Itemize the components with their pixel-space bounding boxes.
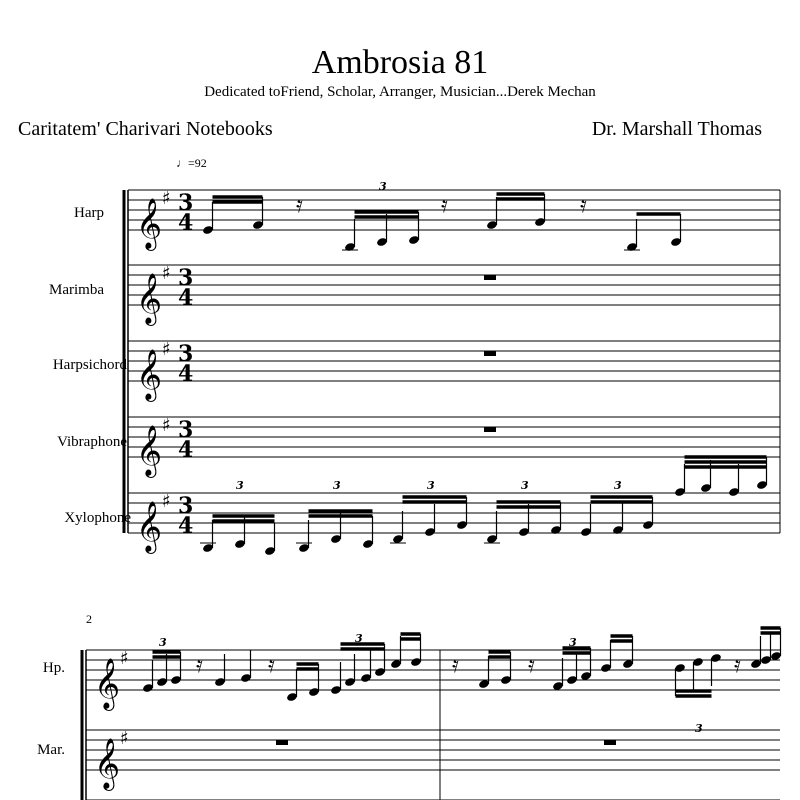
instrument-label-harp: Harp (74, 205, 104, 221)
key-signature-sharp-icon: ♯ (120, 648, 129, 669)
key-signature-sharp-icon: ♯ (162, 415, 171, 436)
tuplet-number: 3 (355, 632, 363, 645)
instrument-label-marimba: Marimba (49, 282, 104, 298)
tuplet-number: 3 (333, 479, 341, 492)
time-sig-numerator: 3 (178, 417, 194, 443)
time-sig-denominator: 4 (178, 513, 194, 539)
instrument-label-xylophone: Xylophone (64, 510, 131, 526)
sixteenth-rest-icon: 𝄿 (452, 653, 459, 678)
time-sig-numerator: 3 (178, 493, 194, 519)
key-signature-sharp-icon: ♯ (120, 728, 129, 749)
instrument-label-hp: Hp. (42, 660, 65, 676)
time-sig-numerator: 3 (178, 265, 194, 291)
whole-rest-icon (276, 740, 288, 745)
key-signature-sharp-icon: ♯ (162, 491, 171, 512)
treble-clef-icon: 𝄞 (136, 273, 163, 324)
dedication-subtitle: Dedicated toFriend, Scholar, Arranger, Musician...Derek Mechan (204, 84, 596, 100)
treble-clef-icon: 𝄞 (136, 501, 163, 552)
time-sig-denominator: 4 (178, 285, 194, 311)
tuplet-number: 3 (521, 479, 529, 492)
measure-number: 2 (86, 612, 92, 626)
time-sig-numerator: 3 (178, 341, 194, 367)
instrument-label-harpsichord: Harpsichord (52, 357, 127, 373)
tempo-value: =92 (188, 156, 207, 170)
treble-clef-icon: 𝄞 (94, 658, 121, 709)
tuplet-number: 3 (614, 479, 622, 492)
treble-clef-icon: 𝄞 (136, 425, 163, 476)
treble-clef-icon: 𝄞 (94, 738, 121, 789)
composer-name: Dr. Marshall Thomas (591, 118, 762, 140)
tuplet-number: 3 (427, 479, 435, 492)
key-signature-sharp-icon: ♯ (162, 339, 171, 360)
quarter-note-icon: ♩ (176, 156, 188, 170)
key-signature-sharp-icon: ♯ (162, 188, 171, 209)
time-sig-denominator: 4 (178, 210, 194, 236)
whole-rest-icon (484, 427, 496, 432)
time-sig-denominator: 4 (178, 437, 194, 463)
collection-name: Caritatem' Charivari Notebooks (18, 118, 273, 140)
instrument-label-vibraphone: Vibraphone (57, 434, 127, 450)
whole-rest-icon (604, 740, 616, 745)
instrument-label-mar: Mar. (37, 742, 65, 758)
sixteenth-rest-icon: 𝄿 (196, 653, 203, 678)
sixteenth-rest-icon: 𝄿 (580, 193, 587, 218)
time-sig-numerator: 3 (178, 190, 194, 216)
time-sig-denominator: 4 (178, 361, 194, 387)
sixteenth-rest-icon: 𝄿 (528, 653, 535, 678)
tuplet-number: 3 (159, 636, 167, 649)
score-title: Ambrosia 81 (311, 44, 489, 81)
tuplet-number: 3 (236, 479, 244, 492)
treble-clef-icon: 𝄞 (136, 349, 163, 400)
sixteenth-rest-icon: 𝄿 (734, 653, 741, 678)
tuplet-number: 3 (569, 636, 577, 649)
sixteenth-rest-icon: 𝄿 (296, 193, 303, 218)
tuplet-number: 3 (379, 180, 387, 193)
sixteenth-rest-icon: 𝄿 (268, 653, 275, 678)
whole-rest-icon (484, 275, 496, 280)
key-signature-sharp-icon: ♯ (162, 263, 171, 284)
sixteenth-rest-icon: 𝄿 (441, 193, 448, 218)
tuplet-number: 3 (695, 722, 703, 735)
whole-rest-icon (484, 351, 496, 356)
treble-clef-icon: 𝄞 (136, 198, 163, 249)
